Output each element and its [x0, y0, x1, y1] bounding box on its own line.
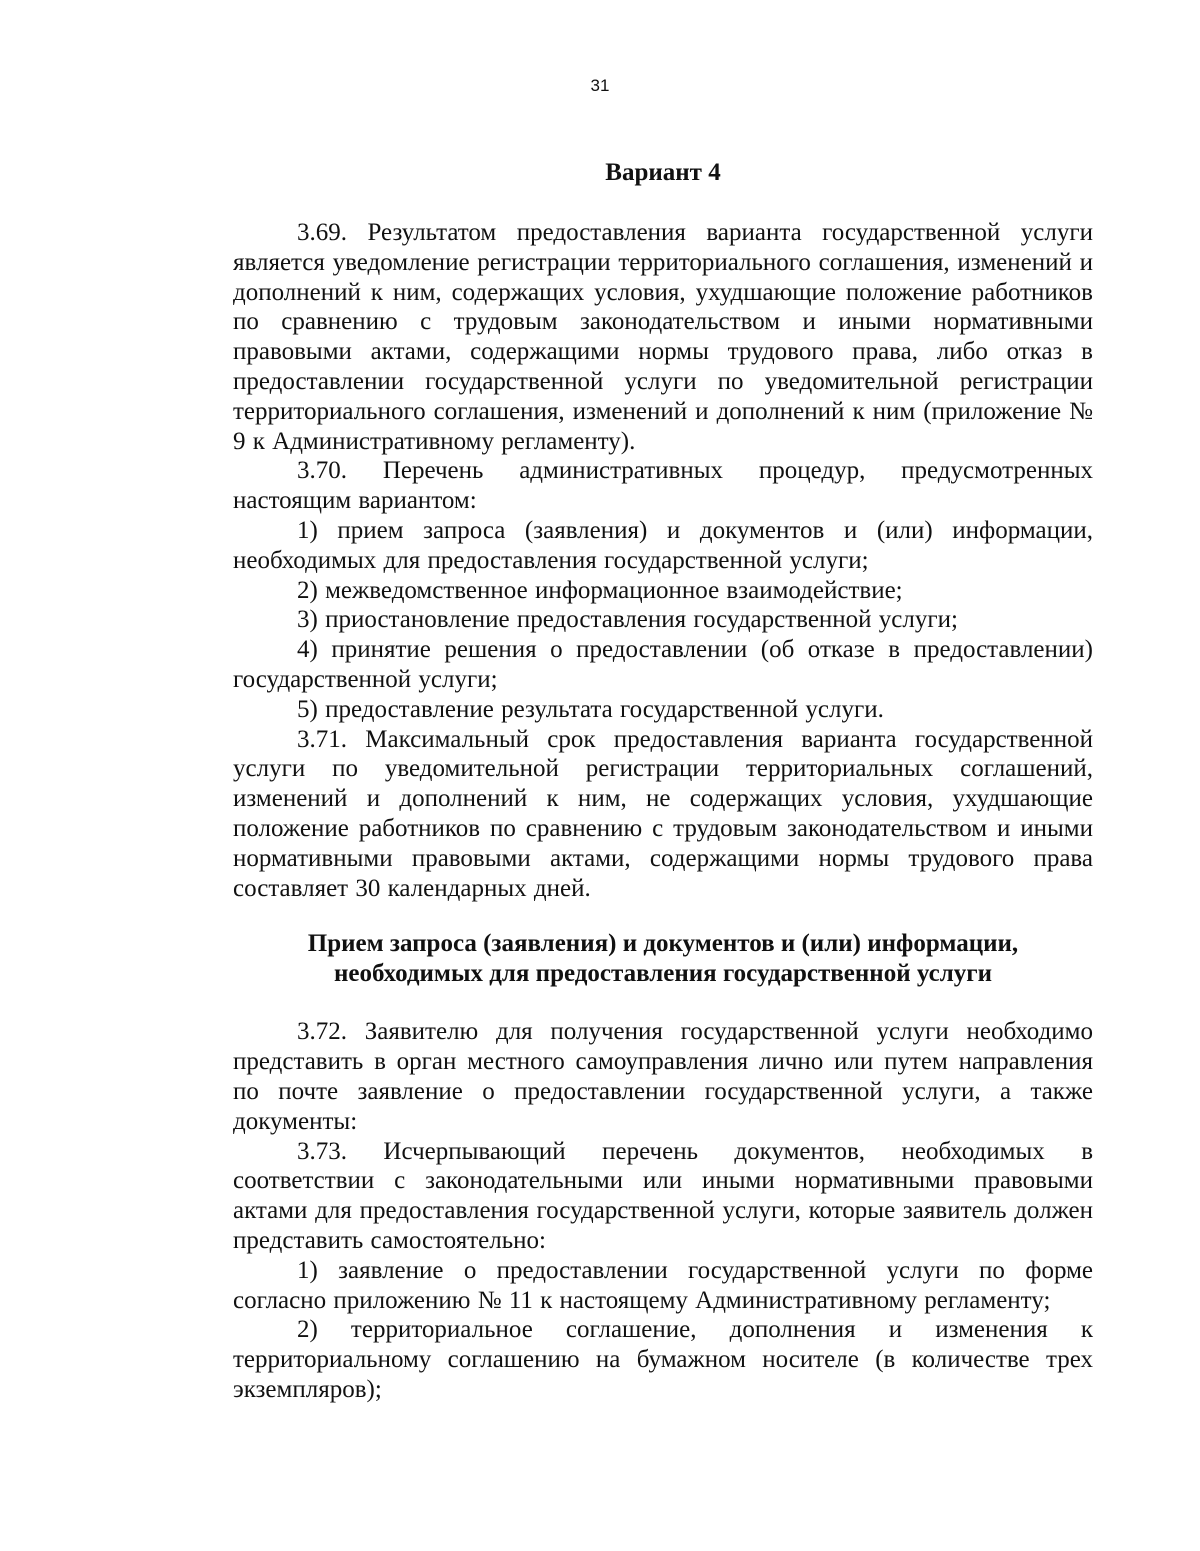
page-number: 31 [590, 76, 610, 95]
document-item-1: 1) заявление о предоставлении государственной услуги по форме согласно приложению № 11 к настоящему Административному регламенту; [233, 1256, 1093, 1314]
document-item-2: 2) территориальное соглашение, дополнения и изменения к территориальному соглашению на бумажном носителе (в количестве трех экземпляров); [233, 1316, 1093, 1403]
paragraph-3-69: 3.69. Результатом предоставления варианта государственной услуги является уведомление регистрации территориального соглашения, изменений и дополнений к ним, содержащих условия, ухудшающие положение работников по сравнению с трудовым законодательством и иными нормативными правовыми актами, содержащими нормы трудового права, либо отказ в предоставлении государственной услуги по уведомительной регистрации территориального соглашения, изменений и дополнений к ним (приложение № 9 к Административному регламенту). [233, 219, 1093, 455]
paragraph-3-73: 3.73. Исчерпывающий перечень документов, необходимых в соответствии с законодательными или иными нормативными правовыми актами для предоставления государственной услуги, которые заявитель должен представить самостоятельно: [233, 1137, 1093, 1254]
paragraph-3-70: 3.70. Перечень административных процедур, предусмотренных настоящим вариантом: [233, 457, 1093, 515]
section-paragraphs [233, 1017, 1093, 1404]
list-item-1: 1) прием запроса (заявления) и документов и (или) информации, необходимых для предоставления государственной услуги; [233, 516, 1093, 574]
paragraph-3-72: 3.72. Заявителю для получения государственной услуги необходимо представить в орган местного самоуправления лично или путем направления по почте заявление о предоставлении государственной услуги, а также документы: [233, 1018, 1093, 1135]
paragraph-3-71: 3.71. Максимальный срок предоставления варианта государственной услуги по уведомительной регистрации территориальных соглашений, изменений и дополнений к ним, не содержащих условия, ухудшающие положение работников по сравнению с трудовым законодательством и иными нормативными правовыми актами, содержащими нормы трудового права составляет 30 календарных дней. [233, 725, 1093, 902]
variant-paragraphs [233, 218, 1093, 903]
list-item-4: 4) принятие решения о предоставлении (об отказе в предоставлении) государственной услуги; [233, 636, 1093, 693]
variant-heading: Вариант 4 [605, 159, 721, 186]
section-heading [233, 929, 1093, 989]
section-heading-line-2: необходимых для предоставления государственной услуги [334, 960, 992, 988]
list-item-2: 2) межведомственное информационное взаимодействие; [297, 576, 903, 604]
document-body [233, 158, 1093, 1405]
list-item-5: 5) предоставление результата государственной услуги. [297, 695, 884, 723]
list-item-3: 3) приостановление предоставления государственной услуги; [297, 606, 958, 634]
section-heading-line-1: Прием запроса (заявления) и документов и (или) информации, [307, 930, 1019, 958]
